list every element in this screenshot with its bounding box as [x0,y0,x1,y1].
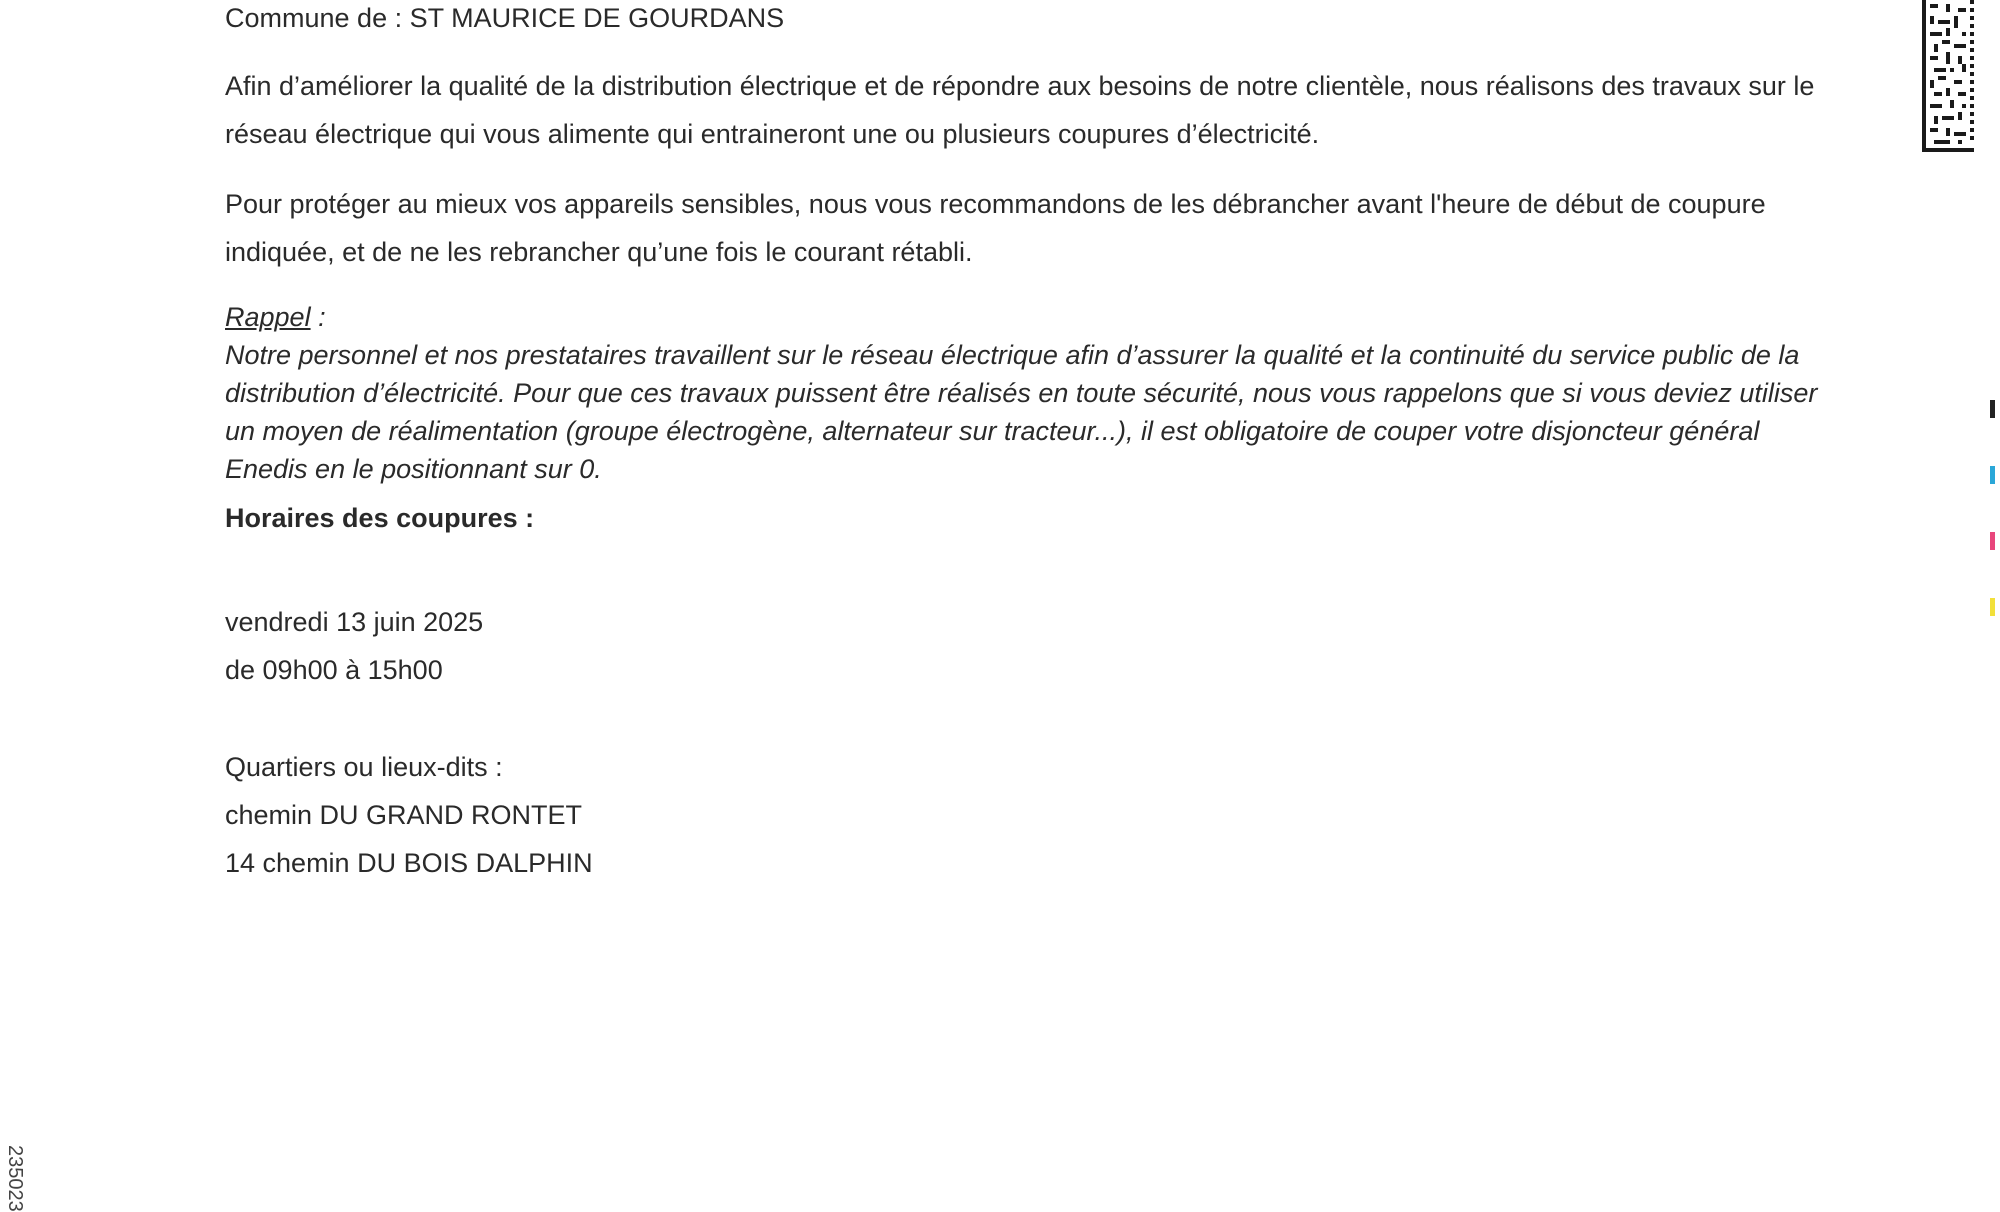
scan-registration-mark [1990,532,1995,550]
rappel-block [225,298,1835,488]
intro-paragraph: Afin d’améliorer la qualité de la distribution électrique et de répondre aux besoins de notre clientèle, nous réalisons des travaux sur le réseau électrique qui vous alimente qui entraineront une ou plusieurs coupures d’électricité. [225,71,1815,149]
protection-paragraph: Pour protéger au mieux vos appareils sensibles, nous vous recommandons de les débrancher avant l'heure de début de coupure indiquée, et de ne les rebrancher qu’une fois le courant rétabli. [225,189,1766,267]
scan-registration-mark [1990,598,1995,616]
quartier-item: 14 chemin DU BOIS DALPHIN [225,848,593,878]
rappel-title: Rappel [225,302,311,332]
rappel-heading [225,298,1835,336]
outage-date: vendredi 13 juin 2025 [225,607,484,637]
rappel-colon: : [310,302,326,332]
quartier-item: chemin DU GRAND RONTET [225,800,583,830]
rappel-text: Notre personnel et nos prestataires travaillent sur le réseau électrique afin d’assurer la qualité et la continuité du service public de la distribution d’électricité. Pour que ces travaux puissent être réalisés en toute sécurité, nous vous rappelons que si vous deviez utiliser un moyen de réalimentation (groupe électrogène, alternateur sur tracteur...), il est obligatoire de couper votre disjoncteur général Enedis en le positionnant sur 0. [225,340,1818,484]
commune-line: Commune de : ST MAURICE DE GOURDANS [225,3,785,33]
scan-registration-mark [1990,400,1995,418]
outage-time-range: de 09h00 à 15h00 [225,655,443,685]
quartiers-title: Quartiers ou lieux-dits : [225,752,503,782]
horaires-title: Horaires des coupures : [225,503,535,533]
datamatrix-code-icon [1922,0,1974,152]
margin-reference-code: 235023 [4,1145,26,1212]
scan-registration-mark [1990,466,1995,484]
